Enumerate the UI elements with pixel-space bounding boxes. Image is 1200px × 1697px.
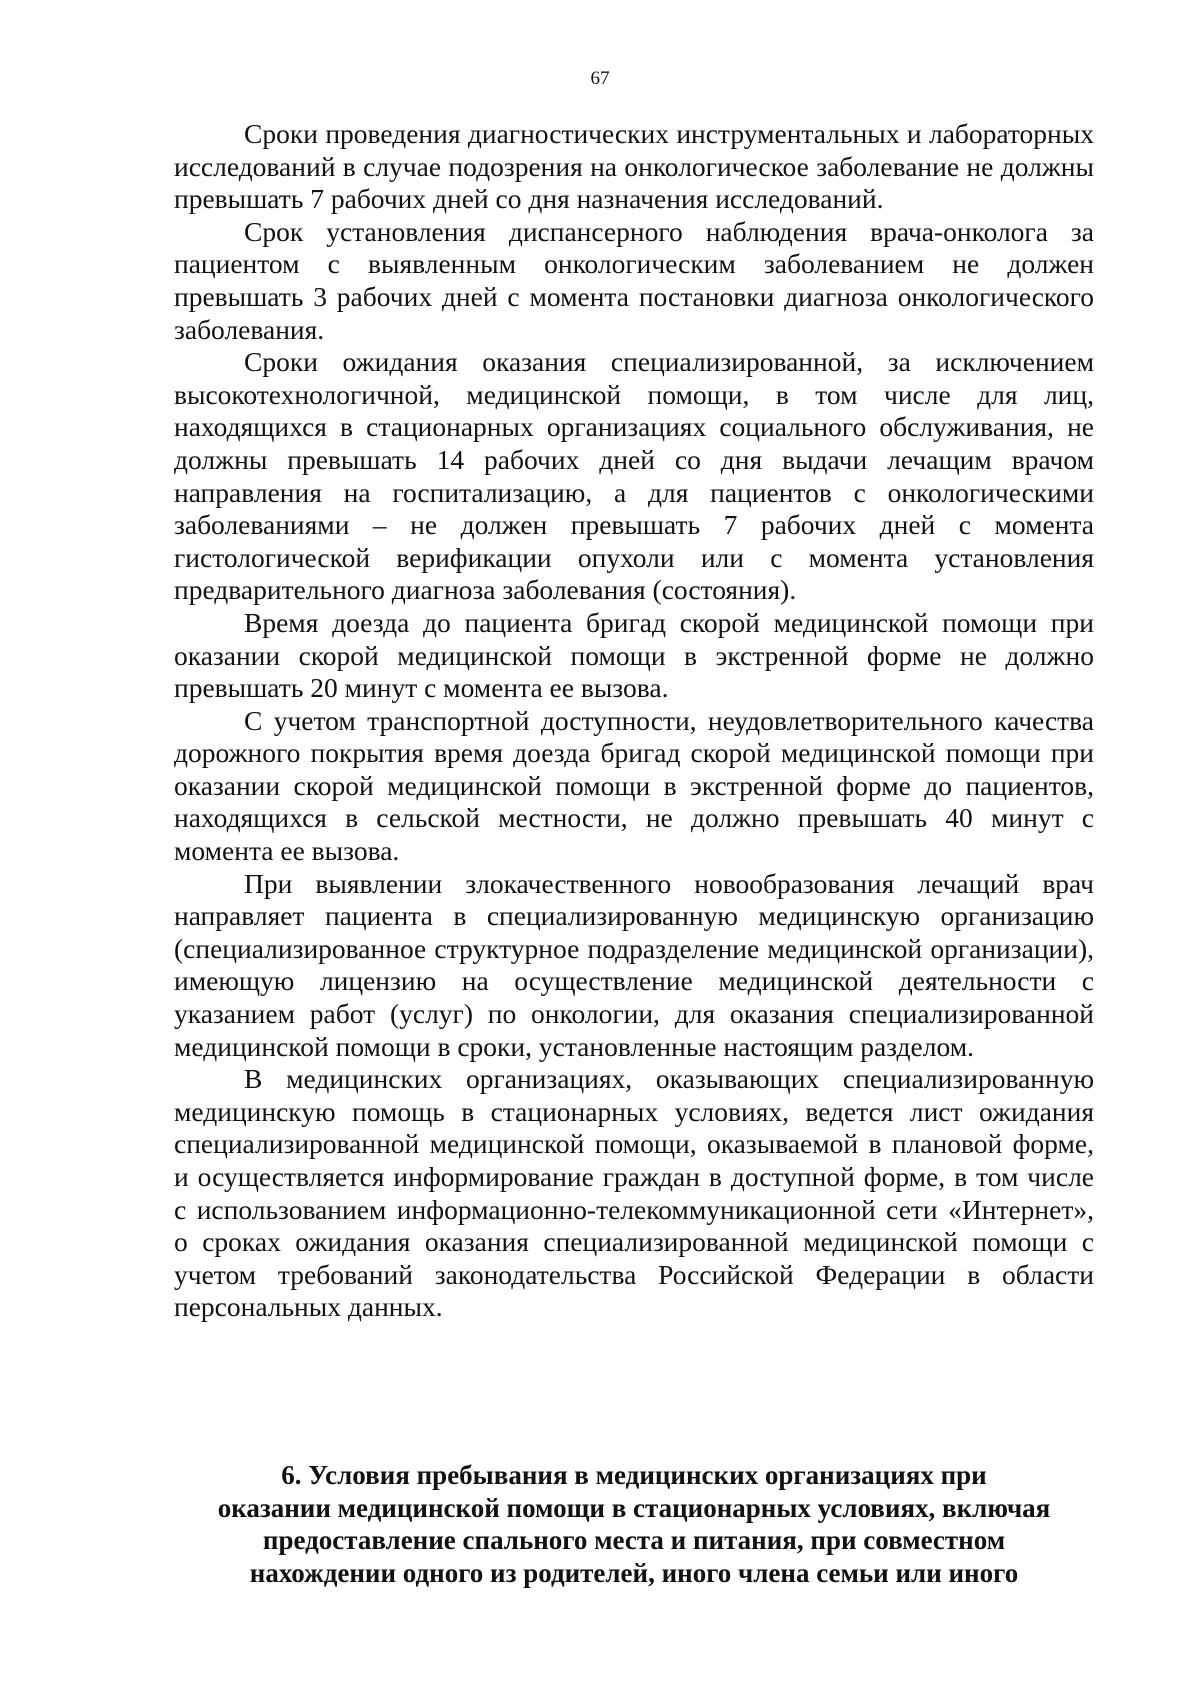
paragraph-malignancy-referral: При выявлении злокачественного новообразования лечащий врач направляет пациента в специализированную медицинскую организацию (специализированное структурное подразделение медицинской организации), имеющую лицензию на осуществление медицинской деятельности с указанием работ (услуг) по онкологии, для оказания специализированной медицинской помощи в сроки, установленные настоящим разделом. [174,867,1094,1062]
section-heading-line: предоставление спального места и питания, при совместном [262,1525,1006,1555]
paragraph-rural-ambulance-arrival: С учетом транспортной доступности, неудовлетворительного качества дорожного покрытия время доезда бригад скорой медицинской помощи при оказании скорой медицинской помощи в экстренной форме до пациентов, находящихся в сельской местности, не должно превышать 40 минут с момента ее вызова. [174,704,1094,867]
paragraph-oncologist-observation: Срок установления диспансерного наблюдения врача-онколога за пациентом с выявленным онкологическим заболеванием не должен превышать 3 рабочих дней с момента постановки диагноза онкологического заболевания. [174,215,1094,345]
paragraph-specialized-care-waiting: Сроки ожидания оказания специализированной, за исключением высокотехнологичной, медицинской помощи, в том числе для лиц, находящихся в стационарных организациях социального обслуживания, не должны превышать 14 рабочих дней со дня выдачи лечащим врачом направления на госпитализацию, а для пациентов с онкологическими заболеваниями – не должен превышать 7 рабочих дней с момента гистологической верификации опухоли или с момента установления предварительного диагноза заболевания (состояния). [174,346,1094,606]
body-text [174,118,1094,1324]
section-heading [174,1459,1094,1589]
paragraph-waiting-list: В медицинских организациях, оказывающих специализированную медицинскую помощь в стационарных условиях, ведется лист ожидания специализированной медицинской помощи, оказываемой в плановой форме, и осуществляется информирование граждан в доступной форме, в том числе с использованием информационно-телекоммуникационной сети «Интернет», о сроках ожидания оказания специализированной медицинской помощи с учетом требований законодательства Российской Федерации в области персональных данных. [174,1063,1094,1323]
paragraph-ambulance-arrival: Время доезда до пациента бригад скорой медицинской помощи при оказании скорой медицинской помощи в экстренной форме не должно превышать 20 минут с момента ее вызова. [174,606,1094,704]
section-heading-line: оказании медицинской помощи в стационарных условиях, включая [217,1492,1051,1523]
section-heading-line: 6. Условия пребывания в медицинских организациях при [281,1460,987,1490]
section-heading-line: нахождении одного из родителей, иного члена семьи или иного [249,1557,1019,1588]
paragraph-diagnostic-deadlines: Сроки проведения диагностических инструментальных и лабораторных исследований в случае подозрения на онкологическое заболевание не должны превышать 7 рабочих дней со дня назначения исследований. [174,118,1094,215]
page-number: 67 [590,68,610,89]
